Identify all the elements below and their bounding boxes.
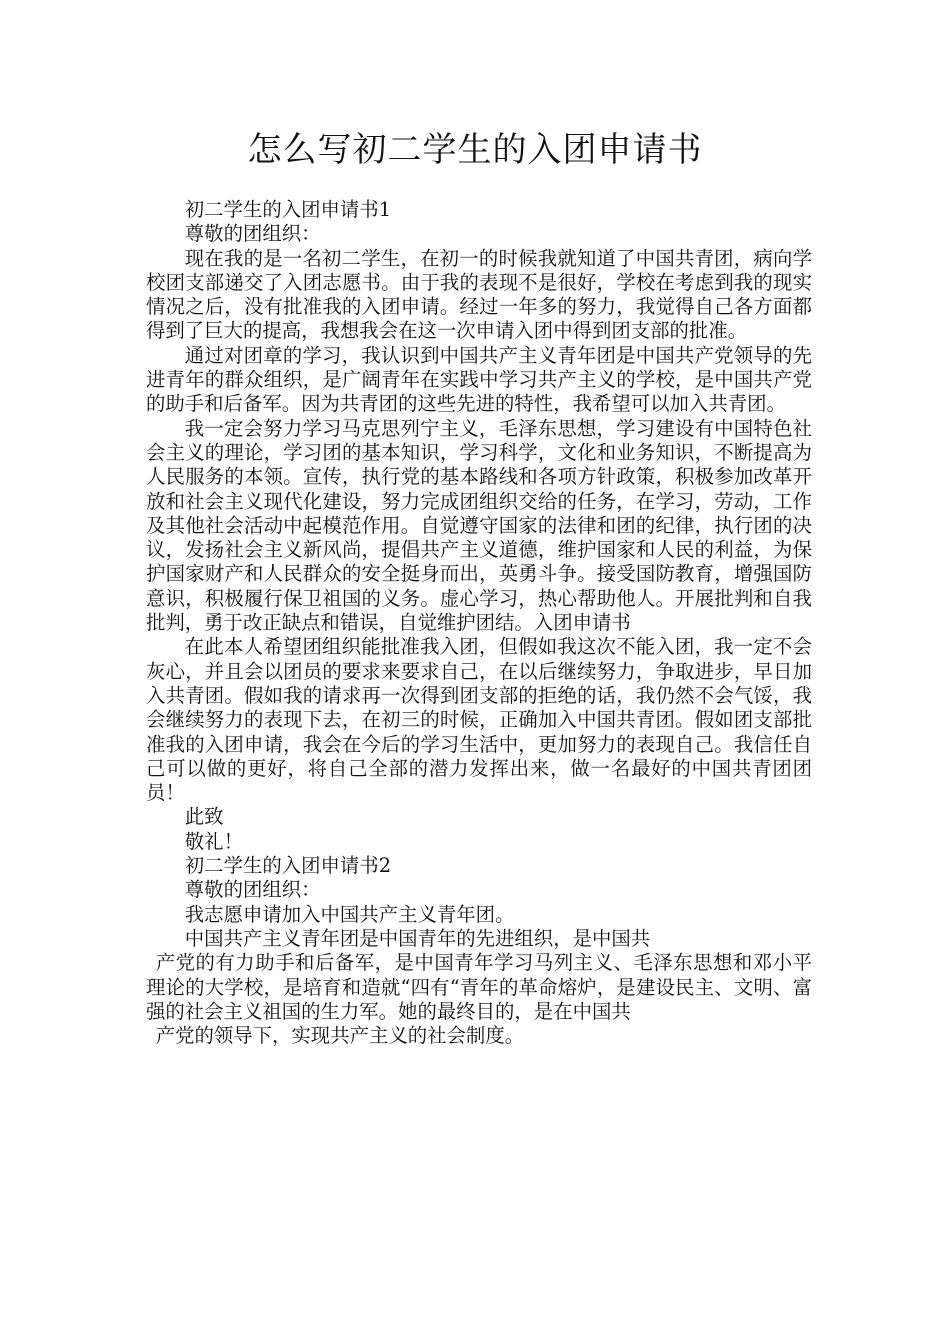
salutation-1: 尊敬的团组织： xyxy=(184,222,321,246)
paragraph-commitment: 我一定会努力学习马克思列宁主义，毛泽东思想，学习建设有中国特色社会主义的理论，学习团的基本知识，学习科学，文化和业务知识，不断提高为人民服务的本领。宣传，执行党的基本路线和各项方针政策，积极参加改革开放和社会主义现代化建设，努力完成团组织交给的任务，在学习，劳动，工作及其他社会活动中起模范作用。自觉遵守国家的法律和团的纪律，执行团的决议，发扬社会主义新风尚，提倡共产主义道德，维护国家和人民的利益，为保护国家财产和人民群众的安全挺身而出，英勇斗争。接受国防教育，增强国防意识，积极履行保卫祖国的义务。虚心学习，热心帮助他人。开展批判和自我批判，勇于改正缺点和错误，自觉维护团结。入团申请书 xyxy=(146,416,812,635)
document-title: 怎么写初二学生的入团申请书 xyxy=(247,130,703,170)
paragraph-hope: 在此本人希望团组织能批准我入团，但假如我这次不能入团，我一定不会灰心，并且会以团员的要求来要求自己，在以后继续努力，争取进步，早日加入共青团。假如我的请求再一次得到团支部的拒绝的话，我仍然不会气馁，我会继续努力的表现下去，在初三的时候，正确加入中国共青团。假如团支部批准我的入团申请，我会在今后的学习生活中，更加努力的表现自己。我信任自己可以做的更好，将自己全部的潜力发挥出来，做一名最好的中国共青团团员！ xyxy=(146,635,812,805)
section-heading-2: 初二学生的入团申请书2 xyxy=(184,854,392,878)
document-body xyxy=(146,198,812,1048)
closing-jing-li: 敬礼！ xyxy=(184,829,243,853)
paragraph-league-goal: 产党的领导下，实现共产主义的社会制度。 xyxy=(155,1024,525,1048)
section-heading-1: 初二学生的入团申请书1 xyxy=(184,198,392,221)
closing-ci-zhi: 此致 xyxy=(184,805,224,829)
paragraph-league-intro: 中国共产主义青年团是中国青年的先进组织，是中国共 xyxy=(184,926,651,950)
paragraph-intro: 现在我的是一名初二学生，在初一的时候我就知道了中国共青团，病向学校团支部递交了入团志愿书。由于我的表现不是很好，学校在考虑到我的现实情况之后，没有批准我的入团申请。经过一年多的努力，我觉得自己各方面都得到了巨大的提高，我想我会在这一次申请入团中得到团支部的批准。 xyxy=(146,246,812,343)
paragraph-volunteer: 我志愿申请加入中国共产主义青年团。 xyxy=(184,902,515,926)
salutation-2: 尊敬的团组织： xyxy=(184,878,321,902)
paragraph-league-role: 产党的有力助手和后备军，是中国青年学习马列主义、毛泽东思想和邓小平理论的大学校，是培育和造就“四有“青年的革命熔炉，是建设民主、文明、富强的社会主义祖国的生力军。她的最终目的，是在中国共 xyxy=(146,951,812,1023)
paragraph-charter: 通过对团章的学习，我认识到中国共产主义青年团是中国共产党领导的先进青年的群众组织，是广阔青年在实践中学习共产主义的学校，是中国共产党的助手和后备军。因为共青团的这些先进的特性，我希望可以加入共青团。 xyxy=(146,343,812,416)
